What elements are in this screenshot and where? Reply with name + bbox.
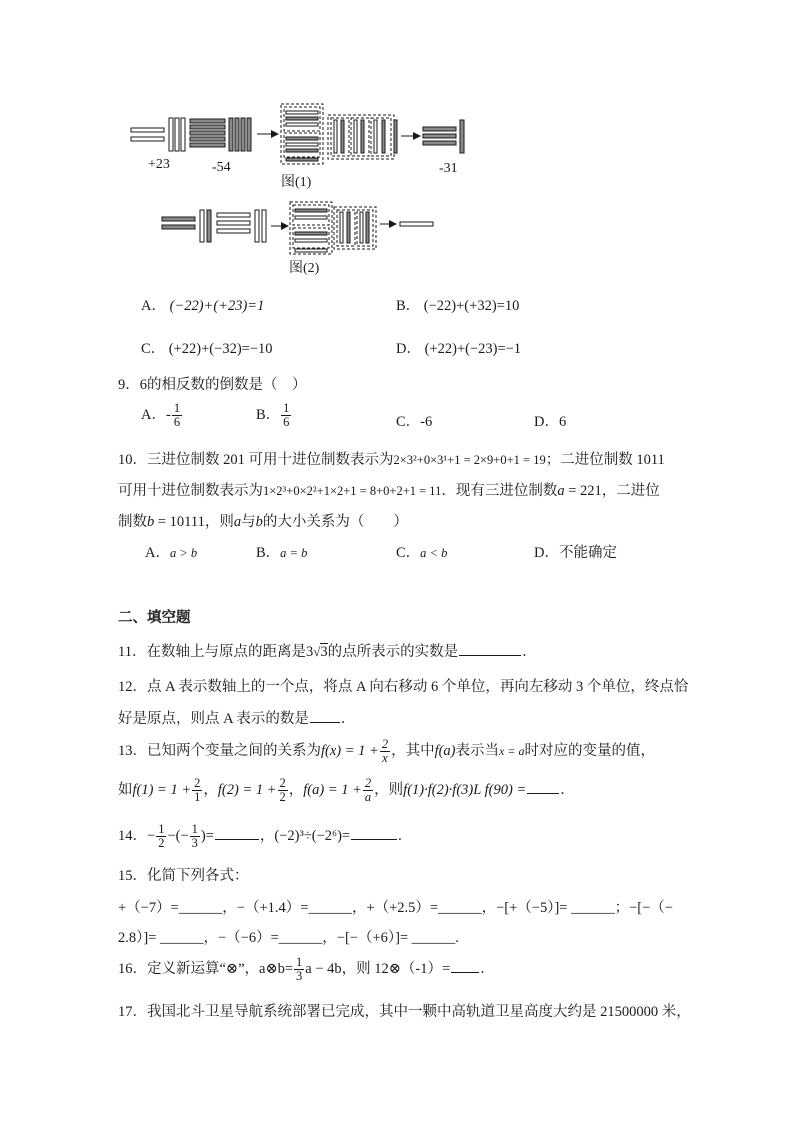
q11-answer-blank[interactable]	[459, 642, 521, 656]
fig2-caption: 图(2)	[289, 261, 320, 276]
q16-answer-blank[interactable]	[451, 959, 479, 973]
q12-line-2: 好是原点，则点 A 表示的数是 ．	[118, 711, 356, 727]
q12-answer-blank[interactable]	[310, 709, 340, 723]
q8-option-d-expr: (+22)+(−23)=−1	[424, 341, 522, 357]
rods-plus-23	[131, 118, 185, 151]
q8-option-c[interactable]	[141, 337, 273, 358]
q10-option-c[interactable]: C．a < b	[396, 545, 448, 561]
rods-fig2-result	[400, 222, 433, 226]
q10-line-2: 可用十进位制数表示为1×2³+0×2²+1×2+1 = 8+0+2+1 = 11．现有三进位制数a = 221，二进位	[118, 483, 660, 499]
section-heading-fill-in: 二、填空题	[118, 610, 191, 626]
q8-option-b-label: B．	[396, 298, 421, 314]
rods-cancel-group-2	[290, 202, 376, 254]
q10-line-1: 10．三进位制数 201 可用十进位制数表示为2×3²+0×3¹+1 = 2×9+0+1 = 19；二进位制数 1011	[118, 452, 665, 468]
q15-line-2: 2.8）]= ______，−（−6）=______，−[−（+6）]= ______.	[118, 930, 459, 946]
q9-option-a-fraction: $\frac{1}{6}$	[173, 401, 181, 430]
rods-fig2-left	[162, 210, 266, 242]
q8-option-a-label: A．	[141, 298, 166, 314]
q14-answer-blank-1[interactable]	[215, 826, 259, 840]
q8-option-b[interactable]	[396, 294, 519, 315]
q13-answer-blank[interactable]	[527, 780, 559, 794]
q8-option-b-expr: (−22)+(+32)=10	[423, 298, 520, 314]
q8-option-c-label: C．	[141, 341, 166, 357]
q15-line-1: +（−7）=______，−（+1.4）=______，+（+2.5）=______，−[+（−5）]= ______；−[−（−	[118, 900, 673, 916]
q10-option-b[interactable]: B．a = b	[256, 545, 308, 561]
q9-option-a-label: A．	[141, 406, 166, 423]
q11: 11．在数轴上与原点的距离是3√3的点所表示的实数是 ．	[118, 644, 537, 660]
q8-option-d[interactable]	[396, 337, 521, 358]
q8-option-d-label: D．	[396, 341, 421, 357]
q9-option-b-fraction: $\frac{1}{6}$	[283, 401, 290, 430]
q9-stem: 9．6的相反数的倒数是（ ）	[118, 377, 307, 393]
rods-cancel-group-1	[281, 104, 397, 164]
q12-line-1: 12．点 A 表示数轴上的一个点，将点 A 向右移动 6 个单位，再向左移动 3 个单位，终点恰	[118, 679, 689, 695]
q9-option-b[interactable]	[256, 402, 292, 429]
q13-line-1: 13．已知两个变量之间的关系为f(x) = 1 + $\frac{2}{x}$ ，其中f(a)表示当x = a时对应的变量的值，	[118, 737, 655, 766]
rods-minus-31	[423, 120, 464, 153]
fig1-label-minus31: -31	[439, 161, 458, 176]
q14: 14．− $\frac{1}{2}$ −(− $\frac{1}{3}$ )= ，(−2)³÷(−2⁶)= .	[118, 822, 402, 851]
q10-option-d[interactable]: D．不能确定	[534, 545, 617, 561]
q8-option-a-expr: (−22)+(+23)=1	[169, 298, 265, 314]
sqrt-expression: 3√3	[305, 644, 328, 660]
fig1-label-minus54: -54	[212, 160, 231, 175]
q10-line-3: 制数b = 10111，则a与b的大小关系为（ ）	[118, 514, 408, 530]
q9-option-c[interactable]: C．-6	[396, 414, 433, 430]
q16: 16．定义新运算“⊗”，a⊗b= $\frac{1}{3}$ a − 4b，则 12⊗（-1）= ．	[118, 955, 495, 984]
fig1-label-plus23: +23	[148, 157, 170, 172]
q9-option-d[interactable]: D．6	[534, 414, 567, 430]
q9-option-b-label: B．	[256, 406, 281, 423]
q10-option-a[interactable]: A．a > b	[145, 545, 198, 561]
q9-option-a[interactable]	[141, 402, 183, 429]
q8-option-a[interactable]	[141, 294, 264, 315]
fig1-caption: 图(1)	[281, 175, 312, 190]
counting-rods-figure	[0, 0, 794, 290]
q13-line-2: 如f(1) = 1 + $\frac{2}{1}$ ，f(2) = 1 + $\frac{2}{2}$ ，f(a) = 1 + $\frac{2}{a}$ ，则f(1)·f(2)·f(3)L f(90) = ．	[118, 776, 575, 805]
q15-stem: 15．化简下列各式：	[118, 868, 249, 884]
q17: 17．我国北斗卫星导航系统部署已完成，其中一颗中高轨道卫星高度大约是 21500000 米，	[118, 1004, 691, 1020]
q8-option-c-expr: (+22)+(−32)=−10	[168, 341, 273, 357]
q9-option-a-sign: -	[165, 406, 171, 423]
q14-answer-blank-2[interactable]	[351, 826, 397, 840]
rods-minus-54	[190, 118, 251, 151]
